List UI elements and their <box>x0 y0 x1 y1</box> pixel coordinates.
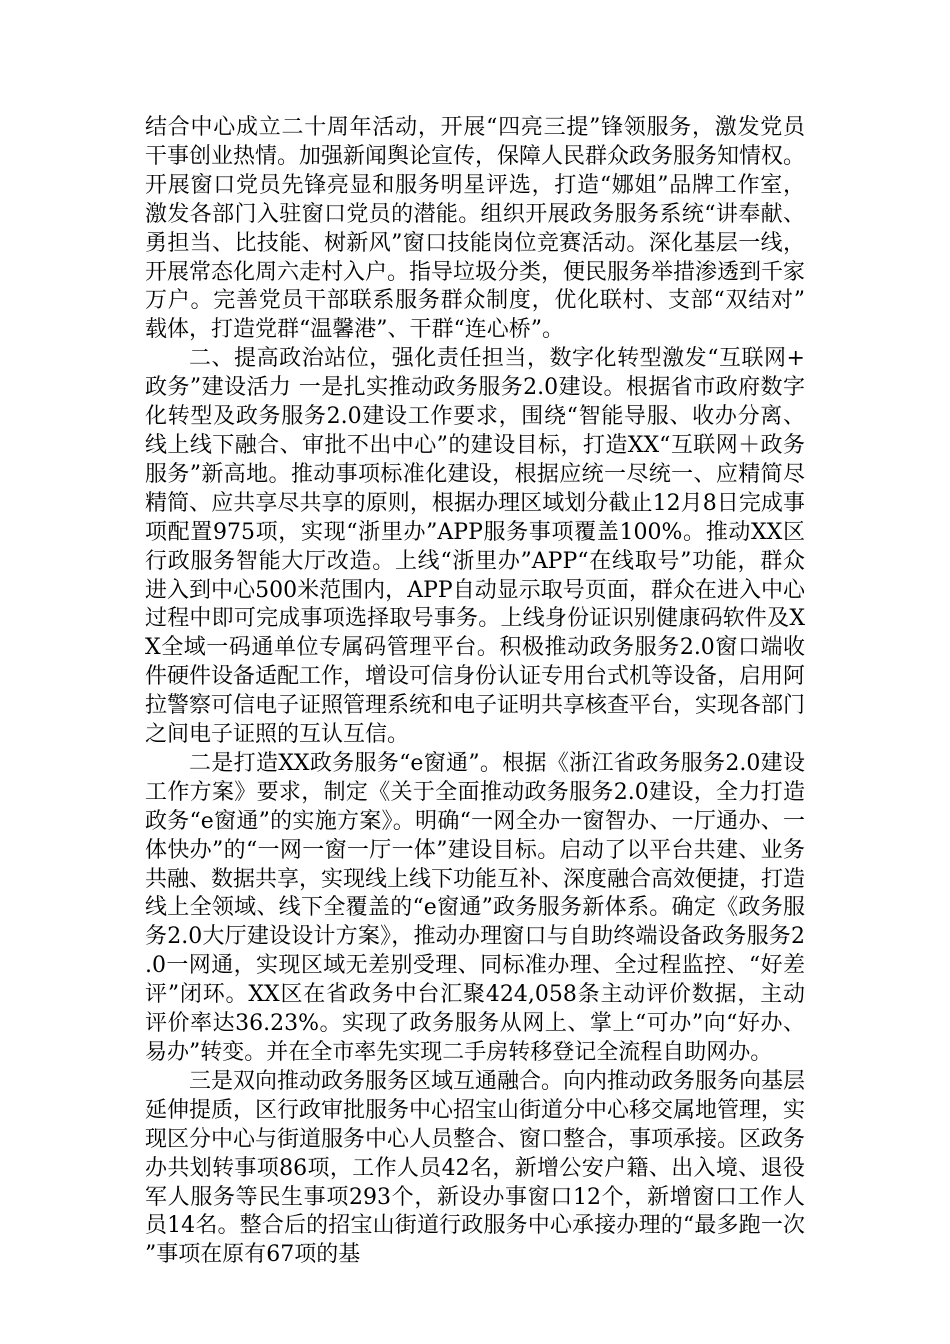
paragraph-party-service: 结合中心成立二十周年活动，开展“四亮三提”锋领服务，激发党员干事创业热情。加强新闻舆论宣传，保障人民群众政务服务知情权。开展窗口党员先锋亮显和服务明星评选，打造“娜姐”品牌工作室，激发各部门入驻窗口党员的潜能。组织开展政务服务系统“讲奉献、勇担当、比技能、树新风”窗口技能岗位竞赛活动。深化基层一线，开展常态化周六走村入户。指导垃圾分类，便民服务举措渗透到千家万户。完善党员干部联系服务群众制度，优化联村、支部“双结对”载体，打造党群“温馨港”、干群“连心桥”。 <box>145 115 806 343</box>
paragraph-e-window: 二是打造XX政务服务“e窗通”。根据《浙江省政务服务2.0建设工作方案》要求，制定《关于全面推动政务服务2.0建设，全力打造政务“e窗通”的实施方案》。明确“一网全办一窗智办、一厅通办、一体快办”的“一网一窗一厅一体”建设目标。启动了以平台共建、业务共融、数据共享，实现线上线下功能互补、深度融合高效便捷，打造线上全领域、线下全覆盖的“e窗通”政务服务新体系。确定《政务服务2.0大厅建设设计方案》，推动办理窗口与自助终端设备政务服务2.0一网通，实现区域无差别受理、同标准办理、全过程监控、“好差评”闭环。XX区在省政务中台汇聚424,058条主动评价数据，主动评价率达36.23%。实现了政务服务从网上、掌上“可办”向“好办、易办”转变。并在全市率先实现二手房转移登记全流程自助网办。 <box>145 750 806 1065</box>
paragraph-digital-transformation: 二、提高政治站位，强化责任担当，数字化转型激发“互联网+政务”建设活力 一是扎实推动政务服务2.0建设。根据省市政府数字化转型及政务服务2.0建设工作要求，围绕“智能导服、收办分离、线上线下融合、审批不出中心”的建设目标，打造XX“互联网＋政务服务”新高地。推动事项标准化建设，根据应统一尽统一、应精简尽精简、应共享尽共享的原则，根据办理区域划分截止12月8日完成事项配置975项，实现“浙里办”APP服务事项覆盖100%。推动XX区行政服务智能大厅改造。上线“浙里办”APP“在线取号”功能，群众进入到中心500米范围内，APP自动显示取号页面，群众在进入中心过程中即可完成事项选择取号事务。上线身份证识别健康码软件及XX全域一码通单位专属码管理平台。积极推动政务服务2.0窗口端收件硬件设备适配工作，增设可信身份认证专用台式机等设备，启用阿拉警察可信电子证照管理系统和电子证明共享核查平台，实现各部门之间电子证照的互认互信。 <box>145 346 806 748</box>
paragraph-regional-integration: 三是双向推动政务服务区域互通融合。向内推动政务服务向基层延伸提质，区行政审批服务中心招宝山街道分中心移交属地管理，实现区分中心与街道服务中心人员整合、窗口整合，事项承接。区政务办共划转事项86项，工作人员42名，新增公安户籍、出入境、退役军人服务等民生事项293个，新设办事窗口12个，新增窗口工作人员14名。整合后的招宝山街道行政服务中心承接办理的“最多跑一次”事项在原有67项的基 <box>145 1068 806 1268</box>
document-page <box>145 114 805 1270</box>
